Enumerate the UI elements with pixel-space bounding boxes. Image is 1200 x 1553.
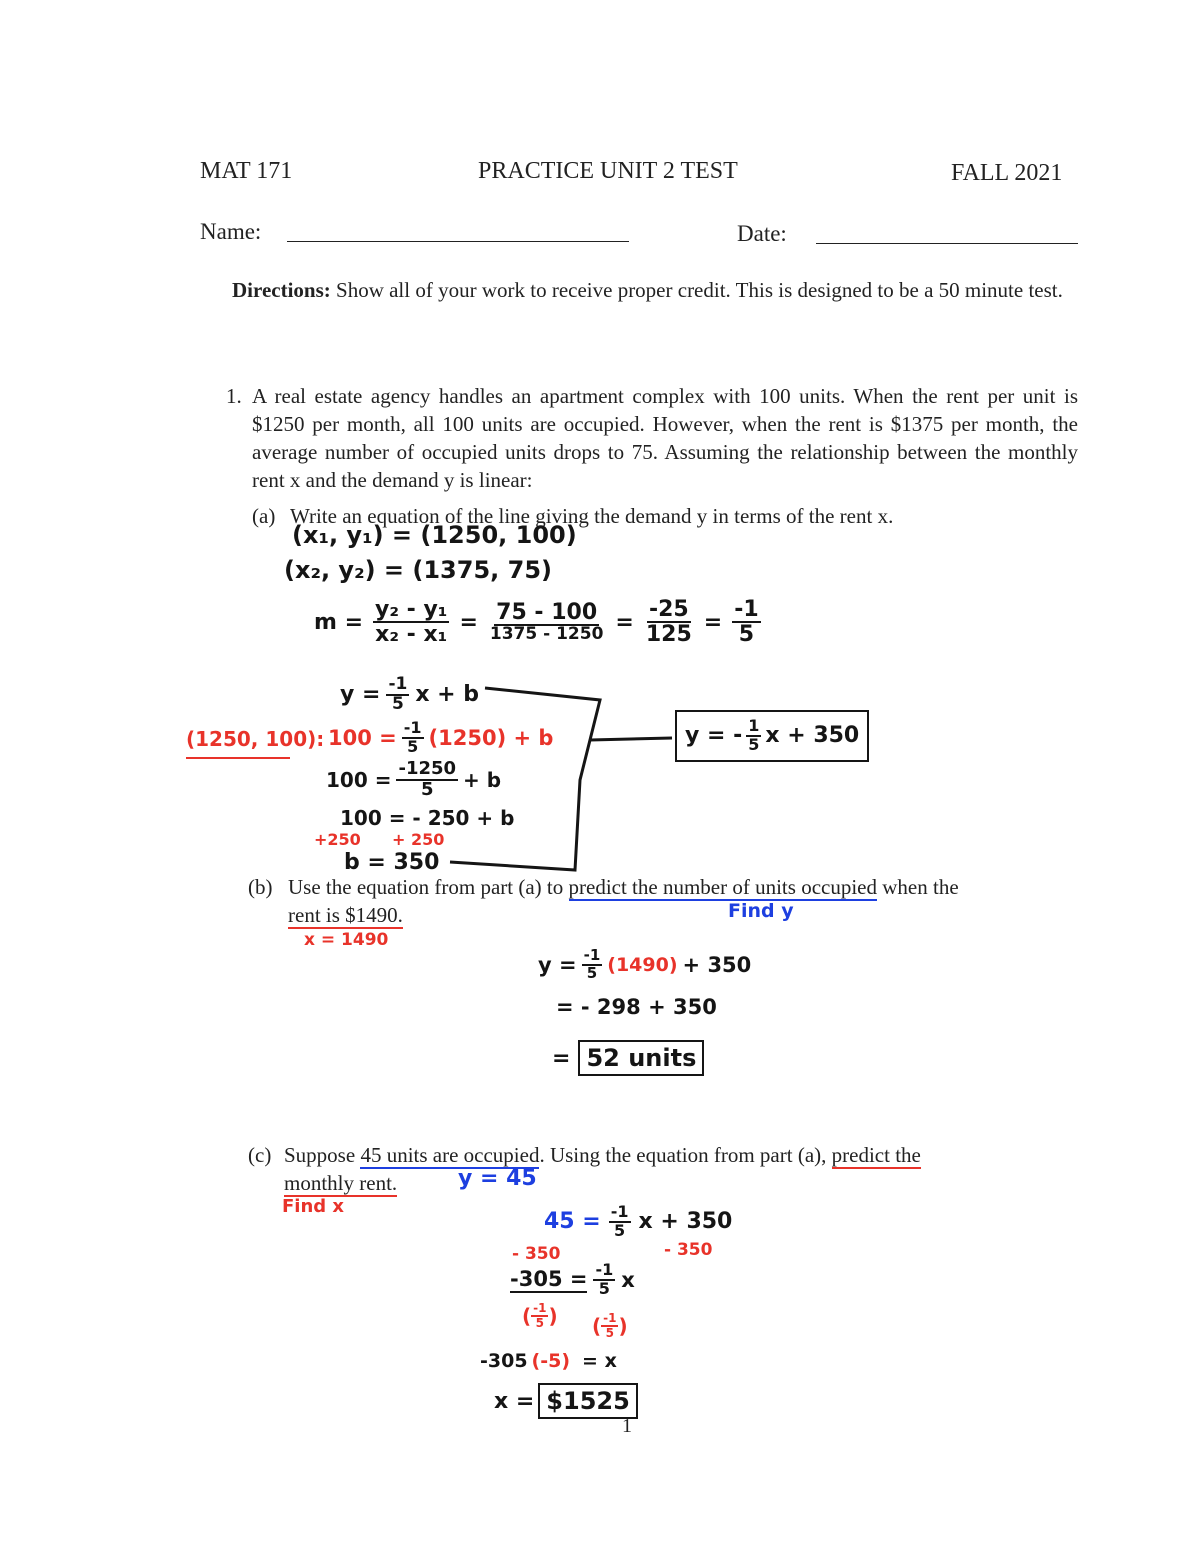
name-label: Name: (200, 219, 262, 244)
subtract-350-left: - 350 (512, 1244, 561, 1264)
date-label: Date: (737, 221, 787, 246)
part-b-step-3: = 52 units (552, 1040, 704, 1076)
point-substitution-label: (1250, 100): (186, 727, 325, 751)
part-c-step-1: 45 = $\frac{-1}{5}$ x + 350 (544, 1202, 733, 1240)
part-b-step-2: = - 298 + 350 (556, 995, 717, 1019)
part-c-step-4: x = $1525 (494, 1383, 638, 1419)
slope-value: $\frac{-1}{5}$ (734, 597, 759, 648)
part-b-question: Use the equation from part (a) to predict the number of units occupied when the rent is $1490. (288, 875, 959, 927)
slope-intercept-form: y = $\frac{-1}{5}$ x + b (340, 674, 480, 714)
subtract-350-right: - 350 (664, 1240, 713, 1260)
page-number: 1 (622, 1415, 632, 1437)
directions-text: Show all of your work to receive proper credit. This is designed to be a 50 minute test. (336, 278, 1063, 302)
add-250-right: + 250 (392, 830, 445, 849)
name-field-line[interactable] (287, 241, 629, 242)
slope-lhs: m = (314, 609, 364, 635)
red-underline (186, 757, 290, 759)
reciprocal-left: ( $\frac{-1}{5}$ ) (522, 1301, 558, 1330)
part-a-answer: y = - $\frac{1}{5}$ x + 350 (675, 710, 869, 762)
part-a-question: Write an equation of the line giving the demand y in terms of the rent x. (290, 504, 894, 528)
substitution-step-1: 100 = $\frac{-1}{5}$ (1250) + b (328, 718, 554, 756)
directions (200, 276, 1080, 304)
equals-sign: = (615, 609, 634, 635)
term: FALL 2021 (951, 160, 1063, 186)
part-b-answer: 52 units (578, 1040, 704, 1076)
part-c-underlined: 45 units are occupied (360, 1143, 540, 1167)
part-a-label: (a) (252, 504, 276, 528)
problem-number: 1. (226, 384, 242, 408)
part-b-step-1: y = $\frac{-1}{5}$ (1490) + 350 (538, 946, 752, 982)
part-c-label: (c) (248, 1143, 272, 1167)
slope-formula: $\frac{\text{y₂ - y₁}}{\text{x₂ - x₁}}$ (375, 597, 448, 648)
part-b-rent: rent is $1490. (288, 903, 403, 927)
slope-equation (314, 598, 761, 646)
slope-reduced: $\frac{-25}{125}$ (645, 597, 692, 648)
substitution-step-2: 100 = $\frac{-1250}{5}$ + b (326, 758, 502, 800)
part-b-label: (b) (248, 875, 273, 899)
equals-sign: = (703, 609, 723, 635)
directions-label: Directions: (232, 278, 331, 302)
course-code: MAT 171 (200, 158, 293, 184)
point-2: (x₂, y₂) = (1375, 75) (284, 556, 552, 584)
part-b-underlined: predict the number of units occupied (568, 875, 877, 899)
part-c-answer: $1525 (538, 1383, 638, 1419)
bracket-connector (440, 680, 680, 880)
part-c-question: Suppose 45 units are occupied. Using the equation from part (a), predict the monthly rent. (284, 1143, 921, 1195)
x-value-note: x = 1490 (304, 930, 389, 950)
find-y-note: Find y (728, 900, 794, 922)
reciprocal-right: ( $\frac{-1}{5}$ ) (592, 1311, 628, 1340)
y-value-note: y = 45 (458, 1166, 537, 1191)
find-x-note: Find x (282, 1196, 345, 1217)
point-1: (x₁, y₁) = (1250, 100) (292, 521, 577, 549)
equals-sign: = (459, 609, 478, 635)
b-value: b = 350 (344, 850, 440, 875)
date-field-line[interactable] (816, 243, 1078, 244)
part-c-step-2: -305 = $\frac{-1}{5}$ x (510, 1260, 635, 1298)
part-c-step-3: -305 (-5) = x (480, 1350, 617, 1372)
problem-statement: A real estate agency handles an apartment complex with 100 units. When the rent per unit is $1250 per month, all 100 units are occupied. However, when the rent is $1375 per month, the average number of occupied units drops to 75. Assuming the relationship between the monthly rent x and the demand y is linear: (252, 384, 1078, 492)
part-c-monthly-rent: monthly rent. (284, 1171, 398, 1195)
part-c-predict: predict the (831, 1143, 921, 1167)
add-250-left: +250 (314, 830, 361, 849)
substitution-step-3: 100 = - 250 + b (340, 806, 515, 830)
test-title: PRACTICE UNIT 2 TEST (478, 158, 738, 184)
slope-substitution: $\frac{75 - 100}{1375 - 1250}$ (489, 599, 604, 644)
